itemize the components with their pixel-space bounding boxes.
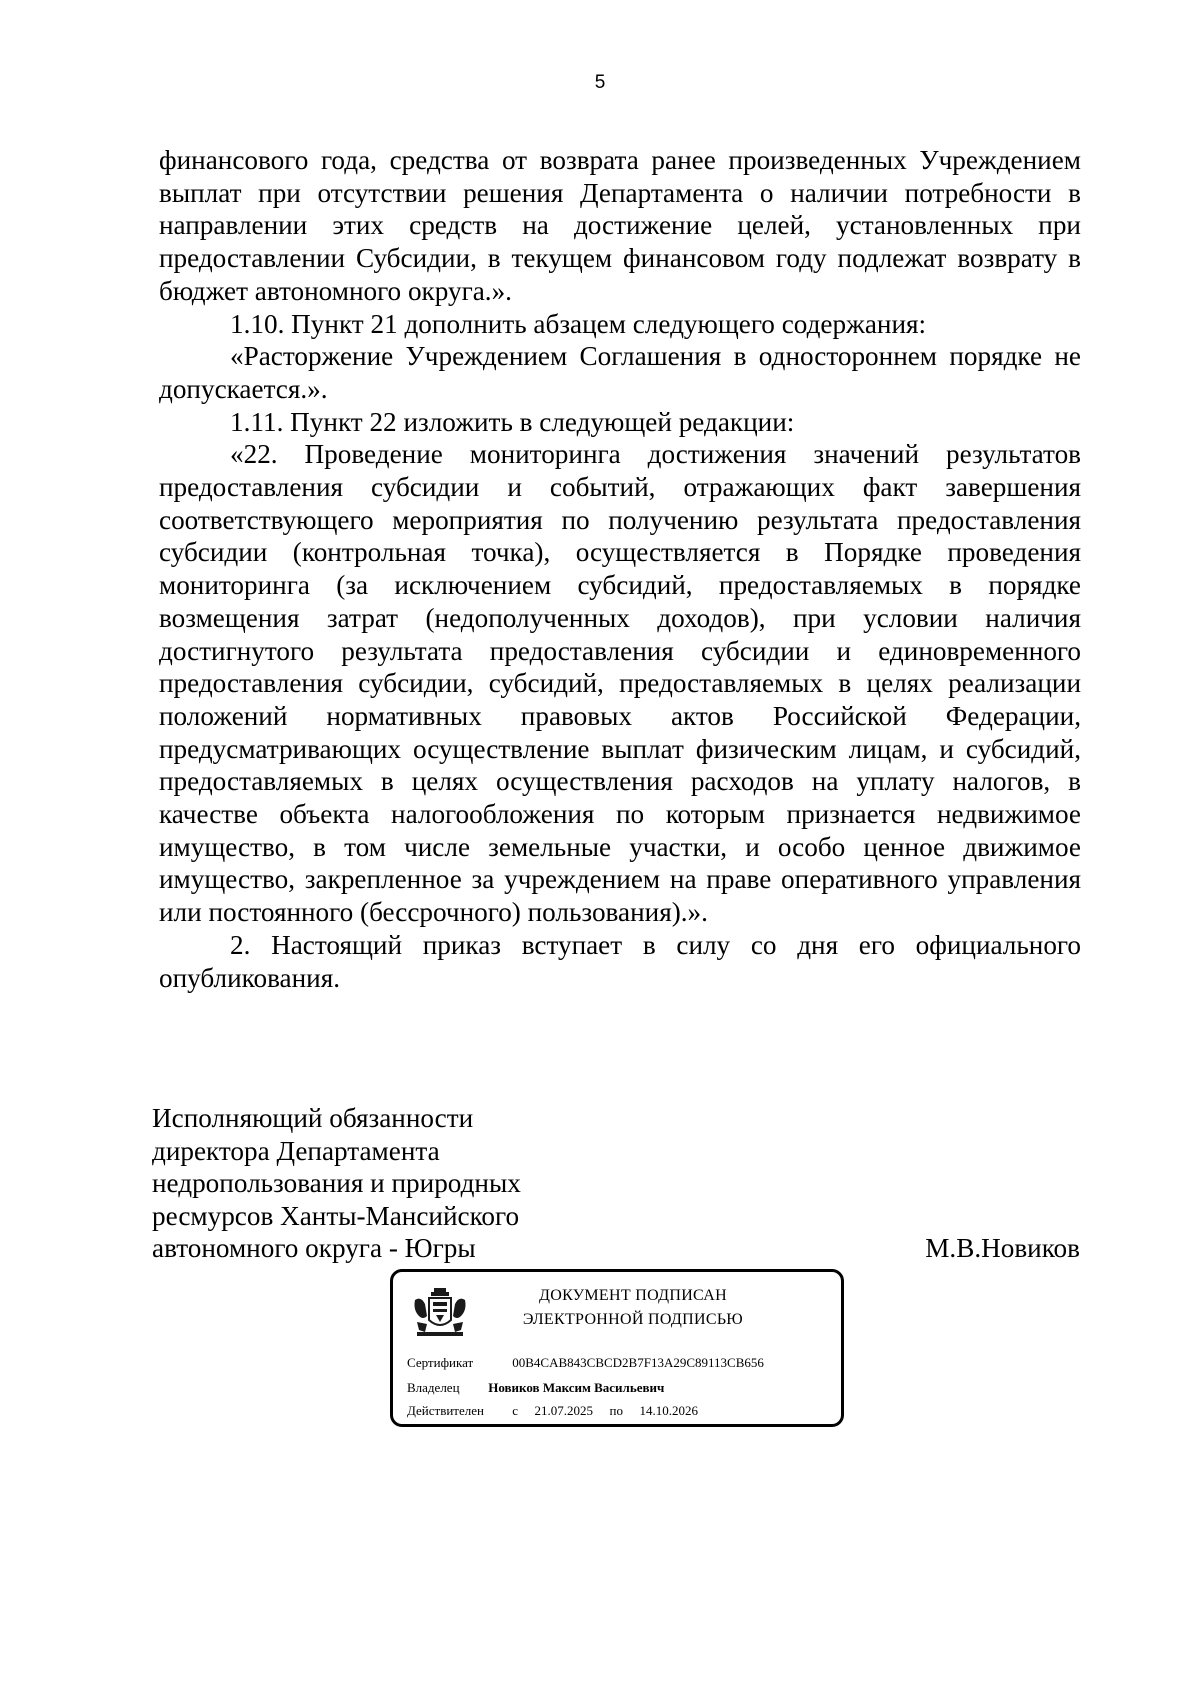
electronic-signature-stamp (390, 1269, 844, 1427)
paragraph-item-1-11: 1.11. Пункт 22 изложить в следующей редакции: (230, 406, 795, 437)
position-line: автономного округа - Югры (152, 1233, 476, 1264)
paragraph-quote-item-22: «22. Проведение мониторинга достижения значений результатов предоставления субсидии и событий, отражающих факт завершения соответствующего мероприятия по получению результата предоставления субсидии (контрольная точка), осуществляется в Порядке проведения мониторинга (за исключением субсидий, предоставляемых в порядке возмещения затрат (недополученных доходов), при условии наличия достигнутого результата предоставления субсидии и единовременного предоставления субсидии, субсидий, предоставляемых в целях реализации положений нормативных правовых актов Российской Федерации, предусматривающих осуществление выплат физическим лицам, и субсидий, предоставляемых в целях осуществления расходов на уплату налогов, в качестве объекта налогообложения по которым признается недвижимое имущество, в том числе земельные участки, и особо ценное движимое имущество, закрепленное за учреждением на праве оперативного управления или постоянного (бессрочного) пользования).». (159, 439, 1081, 928)
owner-value: Новиков Максим Васильевич (488, 1380, 665, 1395)
stamp-validity-row (407, 1403, 698, 1419)
paragraph-quote-termination: «Расторжение Учреждением Соглашения в одностороннем порядке не допускается.». (159, 341, 1081, 404)
stamp-certificate-row (407, 1355, 764, 1371)
certificate-label: Сертификат (407, 1355, 474, 1370)
position-line: Исполняющий обязанности (152, 1103, 474, 1133)
validity-label: Действителен (407, 1403, 484, 1418)
stamp-owner-row (407, 1380, 664, 1396)
valid-from-prefix: с (512, 1403, 519, 1418)
valid-to-prefix: по (609, 1403, 623, 1418)
position-line: ресмурсов Ханты-Мансийского (152, 1200, 520, 1231)
position-line: недропользования и природных (152, 1168, 521, 1199)
coat-of-arms-icon (411, 1286, 469, 1338)
paragraph-item-2: 2. Настоящий приказ вступает в силу со дня его официального опубликования. (159, 929, 1081, 993)
stamp-title-line: ЭЛЕКТРОННОЙ ПОДПИСЬЮ (522, 1311, 744, 1328)
paragraph-continuation: финансового года, средства от возврата ранее произведенных Учреждением выплат при отсутствии решения Департамента о наличии потребности в направлении этих средств на достижение целей, установленных при предоставлении Субсидии, в текущем финансовом году подлежат возврату в бюджет автономного округа.». (159, 145, 1081, 306)
page-number: 5 (594, 72, 606, 93)
paragraph-item-1-10: 1.10. Пункт 21 дополнить абзацем следующего содержания: (230, 308, 927, 339)
owner-label: Владелец (407, 1380, 460, 1395)
certificate-value: 00B4CAB843CBCD2B7F13A29C89113CB656 (512, 1355, 764, 1370)
stamp-title-line: ДОКУМЕНТ ПОДПИСАН (539, 1287, 727, 1304)
signatory-position (152, 1102, 652, 1265)
position-line: директора Департамента (152, 1135, 440, 1166)
stamp-title (483, 1284, 783, 1332)
valid-from-date: 21.07.2025 (534, 1403, 594, 1418)
valid-to-date: 14.10.2026 (639, 1403, 698, 1418)
signatory-name: М.В.Новиков (925, 1233, 1080, 1263)
document-body (159, 144, 1081, 994)
